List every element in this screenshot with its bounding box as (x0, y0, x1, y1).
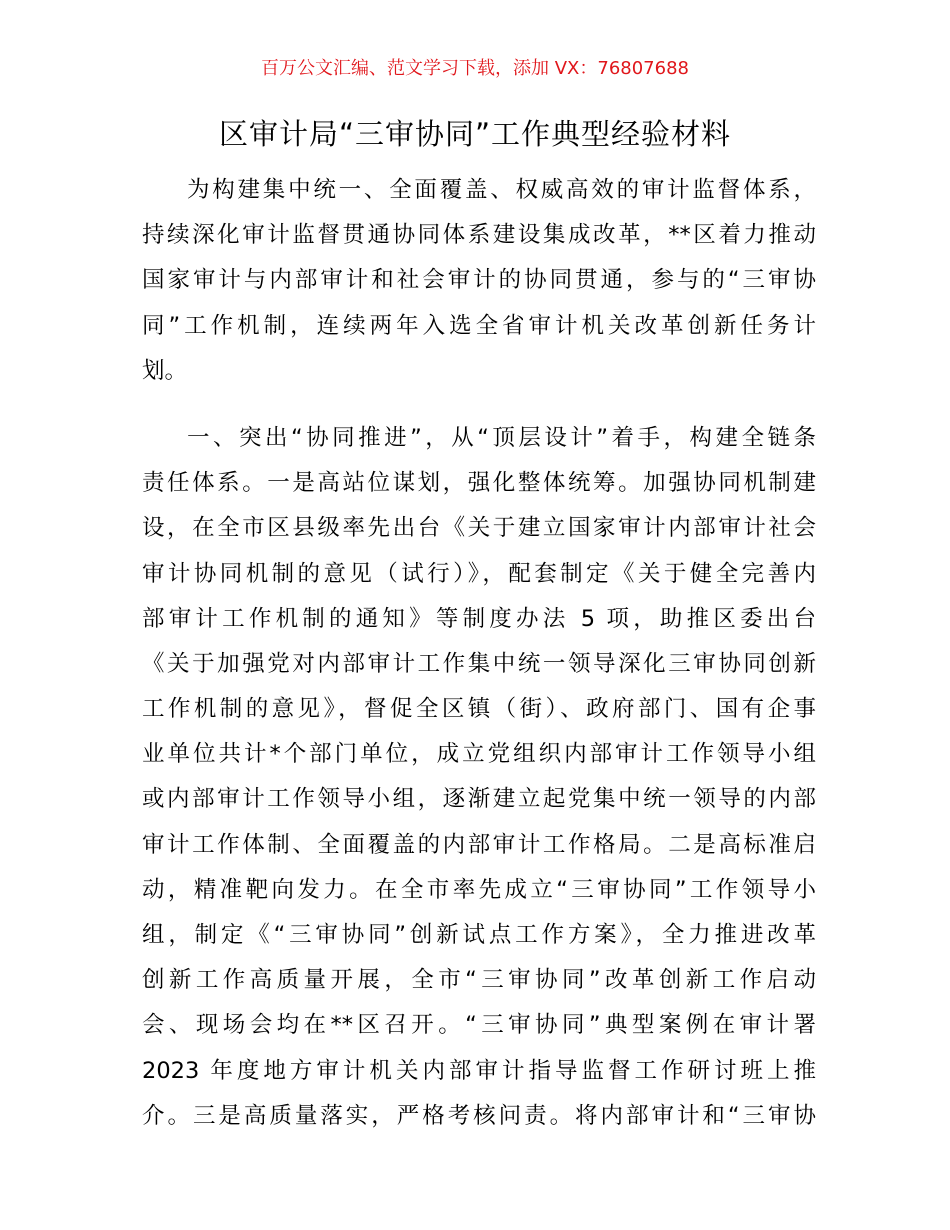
paragraph-line: 《关于加强党对内部审计工作集中统一领导深化三审协同创新 (142, 650, 816, 677)
watermark-header: 百万公文汇编、范文学习下载，添加 VX：76807688 (261, 58, 689, 79)
paragraph-line: 为构建集中统一、全面覆盖、权威高效的审计监督体系， (187, 177, 816, 203)
paragraph-line: 同”工作机制，连续两年入选全省审计机关改革创新任务计 (142, 312, 816, 339)
paragraph-line: 动，精准靶向发力。在全市率先成立“三审协同”工作领导小 (142, 876, 816, 903)
paragraph-line: 划。 (142, 357, 188, 384)
document-body (142, 168, 816, 1139)
paragraph-line: 责任体系。一是高站位谋划，强化整体统筹。加强协同机制建 (142, 470, 816, 497)
paragraph-line: 创新工作高质量开展，全市“三审协同”改革创新工作启动 (142, 967, 816, 994)
paragraph-line: 介。三是高质量落实，严格考核问责。将内部审计和“三审协 (142, 1102, 816, 1129)
paragraph-line: 设，在全市区县级率先出台《关于建立国家审计内部审计社会 (142, 515, 816, 542)
paragraph-line: 工作机制的意见》，督促全区镇（街）、政府部门、国有企事 (142, 696, 816, 723)
paragraph-line: 或内部审计工作领导小组，逐渐建立起党集中统一领导的内部 (142, 786, 816, 813)
paragraph-line: 持续深化审计监督贯通协同体系建设集成改革，**区着力推动 (142, 222, 816, 249)
document-title: 区审计局“三审协同”工作典型经验材料 (218, 117, 732, 151)
paragraph-line: 部审计工作机制的通知》等制度办法 5 项，助推区委出台 (142, 605, 816, 632)
paragraph-line: 审计工作体制、全面覆盖的内部审计工作格局。二是高标准启 (142, 831, 816, 858)
paragraph-line: 审计协同机制的意见（试行）》，配套制定《关于健全完善内 (142, 560, 816, 587)
paragraph-section-one (142, 416, 816, 1139)
paragraph-line: 业单位共计*个部门单位，成立党组织内部审计工作领导小组 (142, 741, 816, 768)
paragraph-line: 国家审计与内部审计和社会审计的协同贯通，参与的“三审协 (142, 267, 816, 294)
paragraph-intro (142, 168, 816, 394)
paragraph-line: 会、现场会均在**区召开。“三审协同”典型案例在审计署 (142, 1012, 816, 1039)
paragraph-line: 2023 年度地方审计机关内部审计指导监督工作研讨班上推 (142, 1057, 816, 1084)
paragraph-gap (142, 394, 816, 416)
paragraph-line: 一、突出“协同推进”，从“顶层设计”着手，构建全链条 (187, 424, 816, 451)
paragraph-line: 组，制定《“三审协同”创新试点工作方案》，全力推进改革 (142, 922, 816, 948)
